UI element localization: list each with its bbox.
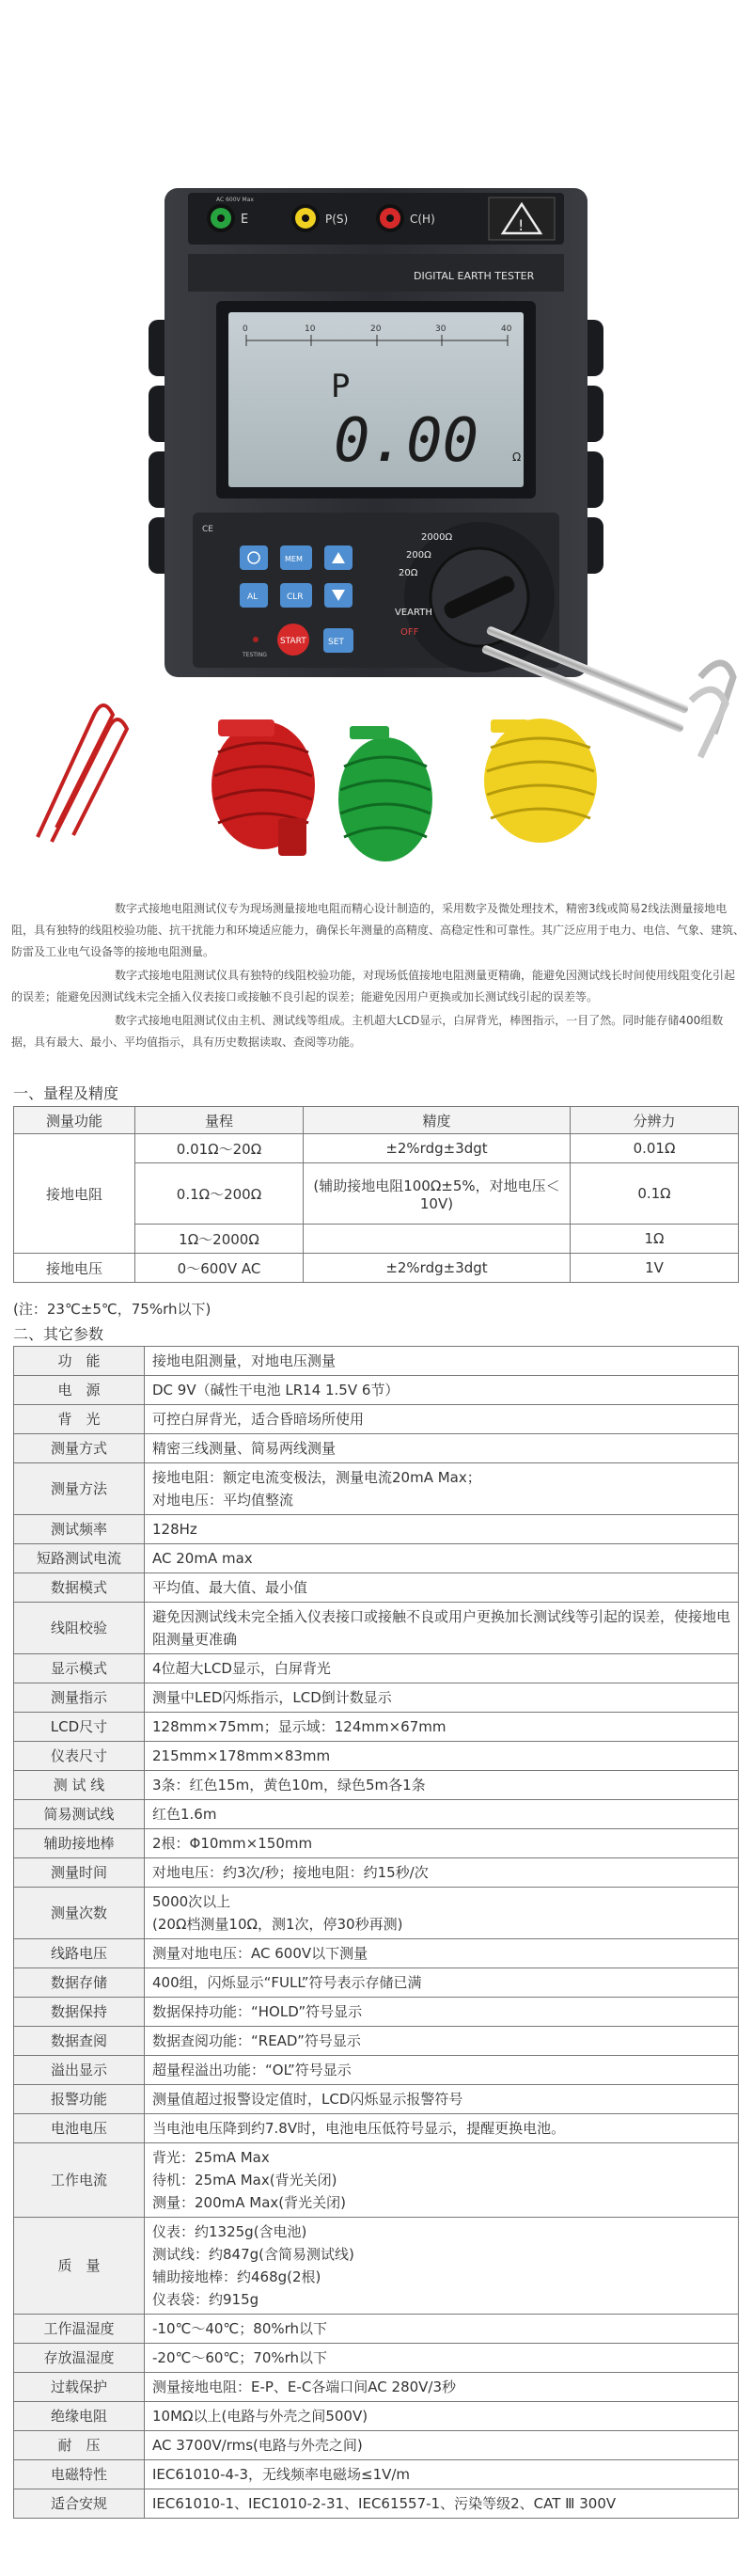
resolution-cell: 1Ω — [571, 1225, 739, 1254]
param-name-cell: 数据存储 — [14, 1968, 145, 1998]
table-row — [14, 1683, 739, 1713]
param-name-cell: 数据保持 — [14, 1998, 145, 2027]
param-value-line: 对地电压：约3次/秒；接地电阻：约15秒/次 — [152, 1864, 429, 1881]
accuracy-cell: (辅助接地电阻100Ω±5%，对地电压＜10V) — [304, 1163, 571, 1225]
accuracy-cell: ±2%rdg±3dgt — [304, 1134, 571, 1163]
param-value-line: 测量：200mA Max(背光关闭) — [152, 2194, 346, 2211]
param-value-line: AC 20mA max — [152, 1550, 253, 1567]
param-name-cell: 测量方式 — [14, 1434, 145, 1463]
param-value-cell — [145, 2460, 739, 2489]
param-value-line: 400组，闪烁显示“FULL”符号表示存储已满 — [152, 1974, 422, 1991]
intro-text — [11, 898, 744, 1055]
column-header: 量程 — [135, 1107, 304, 1134]
terminal-e-label: E — [241, 213, 249, 227]
param-value-cell — [145, 1713, 739, 1742]
scale-label: 10 — [305, 324, 316, 334]
param-value-line: 测试线：约847g(含简易测试线) — [152, 2246, 354, 2263]
param-value-line: 接地电阻：额定电流变极法，测量电流20mA Max； — [152, 1469, 481, 1486]
table-row — [14, 1939, 739, 1968]
table-row — [14, 2085, 739, 2114]
scale-label: 40 — [501, 324, 512, 334]
param-value-cell — [145, 1603, 739, 1654]
param-name-cell: 电池电压 — [14, 2114, 145, 2143]
param-value-cell — [145, 2114, 739, 2143]
param-name-cell: 报警功能 — [14, 2085, 145, 2114]
param-value-line: 红色1.6m — [152, 1806, 217, 1823]
clr-button[interactable] — [280, 583, 312, 608]
set-button[interactable] — [323, 628, 353, 653]
range-label-200: 200Ω — [406, 550, 431, 561]
table-row — [14, 1742, 739, 1771]
lcd-mode-letter: P — [331, 368, 351, 405]
param-value-line: 超量程溢出功能：“OL”符号显示 — [152, 2062, 352, 2078]
param-value-cell — [145, 1573, 739, 1603]
param-name-cell: 工作电流 — [14, 2143, 145, 2218]
section-title-params: 二、其它参数 — [13, 1325, 104, 1343]
param-value-line: 测量接地电阻：E-P、E-C各端口间AC 280V/3秒 — [152, 2378, 457, 2395]
param-value-line: 避免因测试线未完全插入仪表接口或接触不良或用户更换加长测试线等引起的误差，使接地电阻测量更准确 — [152, 1608, 731, 1648]
param-value-line: 数据查阅功能：“READ”符号显示 — [152, 2032, 361, 2049]
param-name-cell: 电 源 — [14, 1376, 145, 1405]
table-row — [14, 1254, 739, 1283]
al-button-label: AL — [247, 593, 258, 602]
param-value-cell — [145, 1683, 739, 1713]
param-value-line: 128mm×75mm；显示域：124mm×67mm — [152, 1718, 446, 1735]
param-value-cell — [145, 1998, 739, 2027]
param-value-line: (20Ω档测量10Ω，测1次，停30秒再测) — [152, 1916, 403, 1933]
param-value-cell — [145, 1771, 739, 1800]
testing-led — [253, 637, 258, 642]
intro-paragraph: 数字式接地电阻测试仪由主机、测试线等组成。主机超大LCD显示，白屏背光，棒图指示，一目了然。同时能存储400组数据，具有最大、最小、平均值指示，具有历史数据读取、查阅等功能。 — [11, 1014, 724, 1049]
table-row — [14, 1347, 739, 1376]
param-value-cell — [145, 2085, 739, 2114]
table-row — [14, 1968, 739, 1998]
param-name-cell: 过载保护 — [14, 2373, 145, 2402]
param-value-line: 对地电压：平均值整流 — [152, 1492, 294, 1509]
set-button-label: SET — [328, 638, 344, 647]
down-button[interactable] — [324, 583, 352, 608]
table-row — [14, 1654, 739, 1683]
param-value-cell — [145, 2218, 739, 2315]
param-value-cell — [145, 2027, 739, 2056]
param-value-line: 10MΩ以上(电路与外壳之间500V) — [152, 2408, 368, 2425]
table-row — [14, 2402, 739, 2431]
param-value-line: 2根：Φ10mm×150mm — [152, 1835, 313, 1852]
range-cell: 0.1Ω～200Ω — [135, 1163, 304, 1225]
scale-label: 30 — [435, 324, 446, 334]
table-row — [14, 2460, 739, 2489]
param-value-cell — [145, 2489, 739, 2519]
param-value-cell — [145, 1463, 739, 1515]
param-value-cell — [145, 1434, 739, 1463]
table-row — [14, 2315, 739, 2344]
accuracy-cell — [304, 1225, 571, 1254]
column-header: 分辨力 — [571, 1107, 739, 1134]
column-header: 精度 — [304, 1107, 571, 1134]
table-row — [14, 1134, 739, 1163]
resolution-cell: 1V — [571, 1254, 739, 1283]
range-label-off: OFF — [400, 627, 419, 638]
param-name-cell: 测量时间 — [14, 1858, 145, 1888]
range-label-20: 20Ω — [399, 568, 418, 578]
table-row — [14, 1405, 739, 1434]
table-row — [14, 1376, 739, 1405]
table-row — [14, 2373, 739, 2402]
parameters-table — [13, 1346, 739, 2519]
table-row — [14, 2431, 739, 2460]
table-row — [14, 1515, 739, 1544]
param-name-cell: 仪表尺寸 — [14, 1742, 145, 1771]
param-value-cell — [145, 1800, 739, 1829]
range-accuracy-table — [13, 1106, 739, 1283]
table-row — [14, 1888, 739, 1939]
param-name-cell: 电磁特性 — [14, 2460, 145, 2489]
param-value-line: 数据保持功能：“HOLD”符号显示 — [152, 2003, 363, 2020]
param-value-cell — [145, 1939, 739, 1968]
table-row — [14, 1800, 739, 1829]
param-value-cell — [145, 2402, 739, 2431]
al-button[interactable] — [240, 583, 268, 608]
param-value-cell — [145, 1888, 739, 1939]
param-value-line: 待机：25mA Max(背光关闭) — [152, 2172, 337, 2189]
table-row — [14, 2114, 739, 2143]
param-name-cell: 线路电压 — [14, 1939, 145, 1968]
intro-paragraph: 数字式接地电阻测试仪具有独特的线阻校验功能，对现场低值接地电阻测量更精确，能避免因测试线长时间使用线阻变化引起的误差；能避免因测试线未完全插入仪表接口或接触不良引起的误差；能避免因用户更换或加长测试线引起的误差等。 — [11, 969, 736, 1004]
table-row — [14, 2344, 739, 2373]
param-name-cell: 背 光 — [14, 1405, 145, 1434]
table-row — [14, 1771, 739, 1800]
param-value-line: 接地电阻测量，对地电压测量 — [152, 1352, 337, 1369]
param-value-line: 辅助接地棒：约468g(2根) — [152, 2268, 321, 2285]
param-value-line: -20℃～60℃；70%rh以下 — [152, 2349, 328, 2366]
param-name-cell: 短路测试电流 — [14, 1544, 145, 1573]
param-name-cell: 简易测试线 — [14, 1800, 145, 1829]
resolution-cell: 0.1Ω — [571, 1163, 739, 1225]
param-value-line: -10℃～40℃；80%rh以下 — [152, 2320, 328, 2337]
param-value-cell — [145, 2315, 739, 2344]
param-value-cell — [145, 2143, 739, 2218]
table-row — [14, 1713, 739, 1742]
intro-paragraph: 数字式接地电阻测试仪专为现场测量接地电阻而精心设计制造的，采用数字及微处理技术，精密3线或简易2线法测量接地电阻，具有独特的线阻校验功能、抗干扰能力和环境适应能力，确保长年测量的高精度、高稳定性和可靠性。其广泛应用于电力、电信、气象、建筑、防雷及工业电气设备等的接地电阻测量。 — [11, 902, 745, 958]
param-value-line: 测量值超过报警设定值时，LCD闪烁显示报警符号 — [152, 2091, 463, 2108]
param-name-cell: 线阻校验 — [14, 1603, 145, 1654]
product-image — [0, 0, 752, 884]
param-name-cell: 适合安规 — [14, 2489, 145, 2519]
param-value-line: 3条：红色15m，黄色10m，绿色5m各1条 — [152, 1777, 426, 1794]
terminal-p-label: P(S) — [325, 213, 349, 226]
param-name-cell: LCD尺寸 — [14, 1713, 145, 1742]
param-value-cell — [145, 1654, 739, 1683]
param-value-line: 5000次以上 — [152, 1893, 231, 1910]
green-cable-reel — [338, 726, 432, 861]
backlight-button[interactable] — [240, 545, 268, 570]
column-header: 测量功能 — [14, 1107, 135, 1134]
model-name: DIGITAL EARTH TESTER — [414, 270, 535, 282]
conditions-note: (注：23℃±5℃，75%rh以下) — [13, 1301, 212, 1318]
function-cell: 接地电压 — [14, 1254, 135, 1283]
ce-mark: CE — [202, 525, 213, 534]
param-name-cell: 测量方法 — [14, 1463, 145, 1515]
svg-text:!: ! — [518, 216, 525, 234]
table-row — [14, 1463, 739, 1515]
param-value-line: DC 9V（碱性干电池 LR14 1.5V 6节） — [152, 1382, 400, 1399]
param-name-cell: 数据模式 — [14, 1573, 145, 1603]
table-row — [14, 2143, 739, 2218]
short-test-lead — [38, 705, 127, 842]
start-button-label: START — [280, 637, 306, 646]
table-row — [14, 1998, 739, 2027]
range-label-vearth: VEARTH — [395, 608, 432, 618]
mem-button-label: MEM — [285, 555, 303, 563]
param-value-line: 测量对地电压：AC 600V以下测量 — [152, 1945, 368, 1962]
yellow-cable-reel — [484, 719, 597, 843]
red-cable-reel — [212, 719, 315, 856]
param-value-cell — [145, 1742, 739, 1771]
range-cell: 0～600V AC — [135, 1254, 304, 1283]
param-value-line: IEC61010-1、IEC1010-2-31、IEC61557-1、污染等级2、CAT Ⅲ 300V — [152, 2495, 617, 2512]
max-voltage-label: AC 600V Max — [216, 197, 254, 203]
table-row — [14, 1434, 739, 1463]
testing-label: TESTING — [243, 652, 267, 658]
param-name-cell: 显示模式 — [14, 1654, 145, 1683]
scale-label: 0 — [243, 324, 248, 334]
warning-icon — [489, 198, 555, 240]
param-value-line: IEC61010-4-3，无线频率电磁场≤1V/m — [152, 2466, 411, 2483]
param-value-cell — [145, 1405, 739, 1434]
param-value-line: 4位超大LCD显示，白屏背光 — [152, 1660, 331, 1677]
param-name-cell: 功 能 — [14, 1347, 145, 1376]
table-row — [14, 1544, 739, 1573]
param-name-cell: 耐 压 — [14, 2431, 145, 2460]
mem-button[interactable] — [280, 545, 312, 570]
param-value-cell — [145, 1376, 739, 1405]
param-value-line: 仪表：约1325g(含电池) — [152, 2223, 307, 2240]
resolution-cell: 0.01Ω — [571, 1134, 739, 1163]
param-name-cell: 绝缘电阻 — [14, 2402, 145, 2431]
param-value-line: 215mm×178mm×83mm — [152, 1747, 331, 1764]
param-value-line: 精密三线测量、简易两线测量 — [152, 1440, 337, 1457]
param-value-cell — [145, 1544, 739, 1573]
section-title-range: 一、量程及精度 — [13, 1084, 119, 1102]
param-value-line: 仪表袋：约915g — [152, 2291, 259, 2308]
param-value-cell — [145, 2344, 739, 2373]
lcd-reading: 0.00 — [334, 406, 479, 476]
scale-label: 20 — [370, 324, 382, 334]
param-name-cell: 质 量 — [14, 2218, 145, 2315]
param-value-cell — [145, 2373, 739, 2402]
range-label-2000: 2000Ω — [421, 532, 453, 543]
param-name-cell: 测 试 线 — [14, 1771, 145, 1800]
param-name-cell: 测量次数 — [14, 1888, 145, 1939]
param-value-line: 测量中LED闪烁指示，LCD倒计数显示 — [152, 1689, 392, 1706]
param-value-line: 128Hz — [152, 1521, 197, 1538]
param-value-cell — [145, 1829, 739, 1858]
table-row — [14, 2489, 739, 2519]
range-cell: 0.01Ω～20Ω — [135, 1134, 304, 1163]
table-row — [14, 2056, 739, 2085]
table-header-row — [14, 1107, 739, 1134]
table-row — [14, 1603, 739, 1654]
lcd-unit: Ω — [512, 450, 522, 464]
param-name-cell: 工作温湿度 — [14, 2315, 145, 2344]
table-row — [14, 1573, 739, 1603]
param-name-cell: 测试频率 — [14, 1515, 145, 1544]
param-value-line: 可控白屏背光，适合昏暗场所使用 — [152, 1411, 365, 1428]
start-button[interactable] — [277, 624, 309, 656]
param-value-cell — [145, 1515, 739, 1544]
table-row — [14, 1829, 739, 1858]
table-row — [14, 1858, 739, 1888]
table-row — [14, 2218, 739, 2315]
param-name-cell: 数据查阅 — [14, 2027, 145, 2056]
function-cell: 接地电阻 — [14, 1134, 135, 1254]
param-value-cell — [145, 2431, 739, 2460]
accuracy-cell: ±2%rdg±3dgt — [304, 1254, 571, 1283]
param-name-cell: 辅助接地棒 — [14, 1829, 145, 1858]
param-value-cell — [145, 1968, 739, 1998]
param-value-line: 背光：25mA Max — [152, 2149, 270, 2166]
up-button[interactable] — [324, 545, 352, 570]
param-name-cell: 存放温湿度 — [14, 2344, 145, 2373]
param-value-line: 当电池电压降到约7.8V时，电池电压低符号显示，提醒更换电池。 — [152, 2120, 566, 2137]
table-row — [14, 2027, 739, 2056]
range-cell: 1Ω～2000Ω — [135, 1225, 304, 1254]
param-name-cell: 测量指示 — [14, 1683, 145, 1713]
param-value-cell — [145, 2056, 739, 2085]
param-value-line: 平均值、最大值、最小值 — [152, 1579, 308, 1596]
param-value-cell — [145, 1347, 739, 1376]
terminal-c-label: C(H) — [410, 213, 435, 226]
param-name-cell: 溢出显示 — [14, 2056, 145, 2085]
param-value-cell — [145, 1858, 739, 1888]
param-value-line: AC 3700V/rms(电路与外壳之间) — [152, 2437, 363, 2454]
clr-button-label: CLR — [287, 593, 304, 602]
